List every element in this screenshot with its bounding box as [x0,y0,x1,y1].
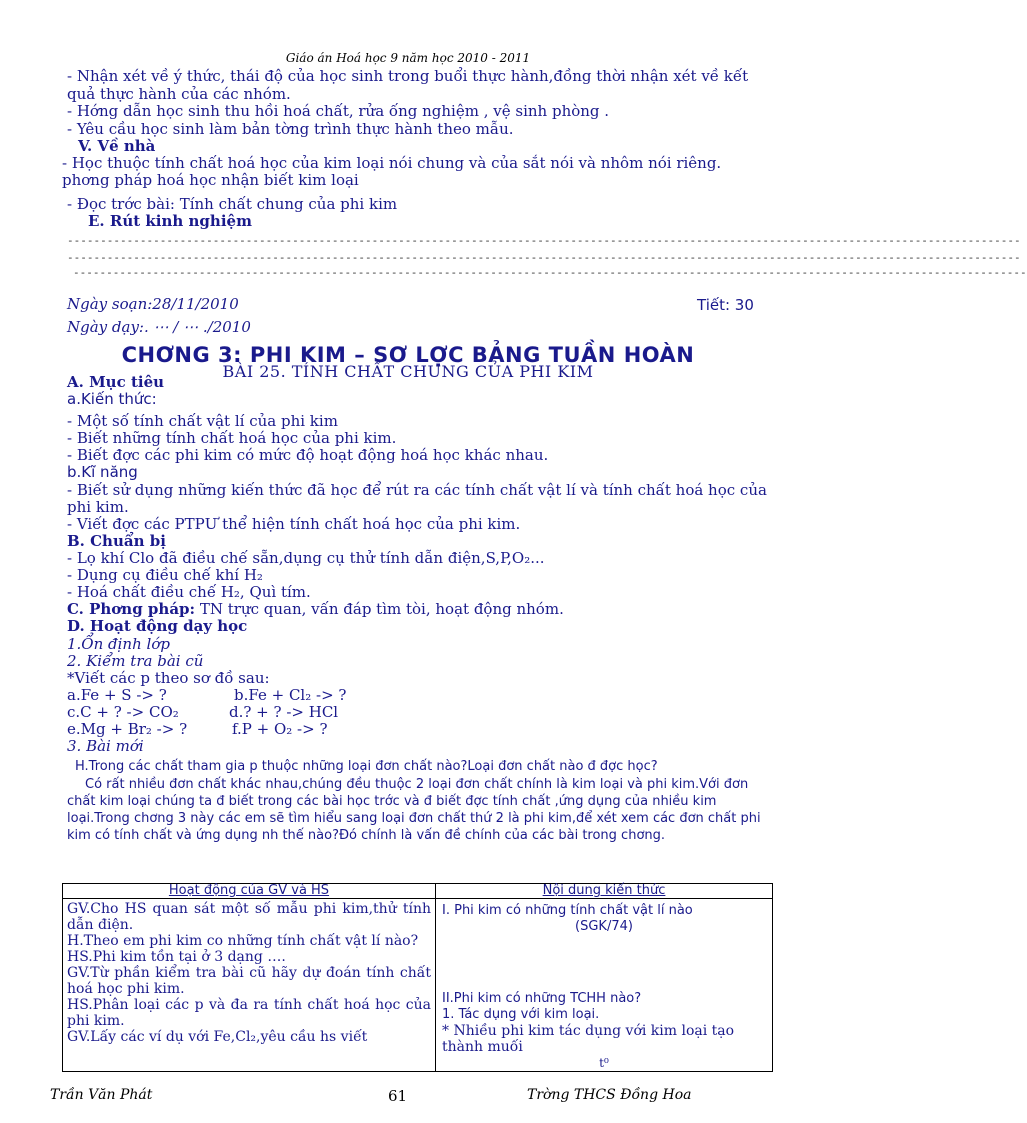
method-text: TN trực quan, vấn đáp tìm tòi, hoạt động nhóm. [195,600,564,618]
skills-heading: b.Kĩ năng [67,463,138,481]
intro-question: H.Trong các chất tham gia p thuộc những loại đơn chất nào?Loại đơn chất nào đ đợc học? [75,759,658,774]
preparation-heading: B. Chuẩn bị [67,532,166,550]
method-line [67,601,564,617]
text-line: - Đọc trớc bài: Tính chất chung của phi kim [67,195,398,213]
footer-page-number: 61 [388,1087,408,1105]
footer-school: Trờng THCS Đồng Hoa [527,1087,692,1103]
exercise-a: a.Fe + S -> ? [67,686,167,704]
text-line: - Học thuộc tính chất hoá học của kim loại nói chung và của sắt nói và nhôm nói riêng. [62,154,722,172]
col1-header-cell [63,884,436,899]
text-line: - Một số tính chất vật lí của phi kim [67,412,338,430]
exercise-d: d.? + ? -> HCl [229,703,339,721]
text-line: phi kim. [67,498,129,516]
method-label: C. Phơng pháp: [67,600,196,618]
col1-header: Hoạt động của GV và HS [168,883,330,898]
exercise-b: b.Fe + Cl₂ -> ? [234,686,347,704]
left-cell [63,899,436,1072]
exercise-e: e.Mg + Br₂ -> ? [67,720,188,738]
teach-date: Ngày dạy:. ⋯ / ⋯ ./2010 [67,318,251,336]
text-line: - Nhận xét về ý thức, thái độ của học sinh trong buổi thực hành,đồng thời nhận xét về kết [67,67,749,85]
page-header: Giáo án Hoá học 9 năm học 2010 - 2011 [285,51,531,65]
exercise-c: c.C + ? -> CO₂ [67,703,179,721]
text-line: - Biết sử dụng những kiến thức đã học để rút ra các tính chất vật lí và tính chất hoá học của [67,481,767,499]
step-2: 2. Kiểm tra bài cũ [67,652,204,670]
dash-line: ------------------------------------------------------------------------------------------------------------------------------------------------ [73,266,1027,279]
step-3: 3. Bài mới [67,737,144,755]
experience-heading: E. Rút kinh nghiệm [88,212,252,230]
intro-paragraph: Có rất nhiều đơn chất khác nhau,chúng đều thuộc 2 loại đơn chất chính là kim loại và phi kim.Với đơn chất kim loại chúng ta đ biết trong các bài học trớc và đ biết đợc tính chất ,ứng dụng của nhiều kim loại.Trong chơng 3 này các em sẽ tìm hiểu sang loại đơn chất thứ 2 là phi kim,để xét xem các đơn chất phi kim có tính chất và ứng dụng nh thế nào?Đó chính là vấn đề chính của các bài trong chơng. [67,777,761,843]
right-cell [436,899,773,1072]
col2-header: Nội dung kiến thức [542,883,666,898]
knowledge-heading: a.Kiến thức: [67,390,157,408]
text-line: - Dụng cụ điều chế khí H₂ [67,566,263,584]
text-line: - Yêu cầu học sinh làm bản tờng trình thực hành theo mẫu. [67,120,514,138]
prep-date: Ngày soạn:28/11/2010 [67,295,239,313]
footer-author: Trần Văn Phát [50,1087,153,1103]
physical-props-ref: (SGK/74) [575,919,633,934]
salt-formation: * Nhiều phi kim tác dụng với kim loại tạo thành muối [442,1023,735,1055]
activities-heading: D. Hoạt động dạy học [67,617,248,635]
dash-line: ------------------------------------------------------------------------------------------------------------------------------------------------ [67,251,1021,264]
text-line: quả thực hành của các nhóm. [67,85,291,103]
step-1: 1.Ổn định lớp [67,635,170,653]
text-line: - Biết đợc các phi kim có mức độ hoạt động hoá học khác nhau. [67,446,549,464]
metal-reaction: 1. Tác dụng với kim loại. [442,1007,600,1022]
text-line: - Lọ khí Clo đã điều chế sẵn,dụng cụ thử tính dẫn điện,S,P,O₂... [67,549,545,567]
text-line: - Hớng dẫn học sinh thu hồi hoá chất, rửa ống nghiệm , vệ sinh phòng . [67,102,610,120]
chemical-props-heading: II.Phi kim có những TCHH nào? [442,991,642,1006]
temperature-mark: t⁰ [599,1056,609,1070]
text-line: - Hoá chất điều chế H₂, Quì tím. [67,583,311,601]
text-line: - Viết đợc các PTPƯ thể hiện tính chất hoá học của phi kim. [67,515,521,533]
objectives-heading: A. Mục tiêu [67,373,165,391]
teacher-activities: GV.Cho HS quan sát một số mẫu phi kim,thử tính dẫn điện. H.Theo em phi kim co những tính chất vật lí nào? HS.Phi kim tồn tại ở 3 dạng …. GV.Từ phần kiểm tra bài cũ hãy dự đoán tính chất hoá học phi kim. HS.Phân loại các p và đa ra tính chất hoá học của phi kim. GV.Lấy các ví dụ với Fe,Cl₂,yêu cầu hs viết [67,901,431,1045]
col2-header-cell [436,884,773,899]
period-number: Tiết: 30 [697,296,754,314]
homework-heading: V. Về nhà [78,137,156,155]
exercise-intro: *Viết các p theo sơ đồ sau: [67,669,270,687]
activity-table [62,883,773,1072]
physical-props-heading: I. Phi kim có những tính chất vật lí nào [442,903,693,918]
chapter-title: CHƠNG 3: PHI KIM – SƠ LỢC BẢNG TUẦN HOÀN [121,343,695,367]
dash-line: ------------------------------------------------------------------------------------------------------------------------------------------------ [67,234,1021,247]
text-line: phơng pháp hoá học nhận biết kim loại [62,171,359,189]
lesson-title: BÀI 25. TÍNH CHẤT CHUNG CỦA PHI KIM [222,362,594,381]
text-line: - Biết những tính chất hoá học của phi kim. [67,429,397,447]
exercise-f: f.P + O₂ -> ? [232,720,328,738]
